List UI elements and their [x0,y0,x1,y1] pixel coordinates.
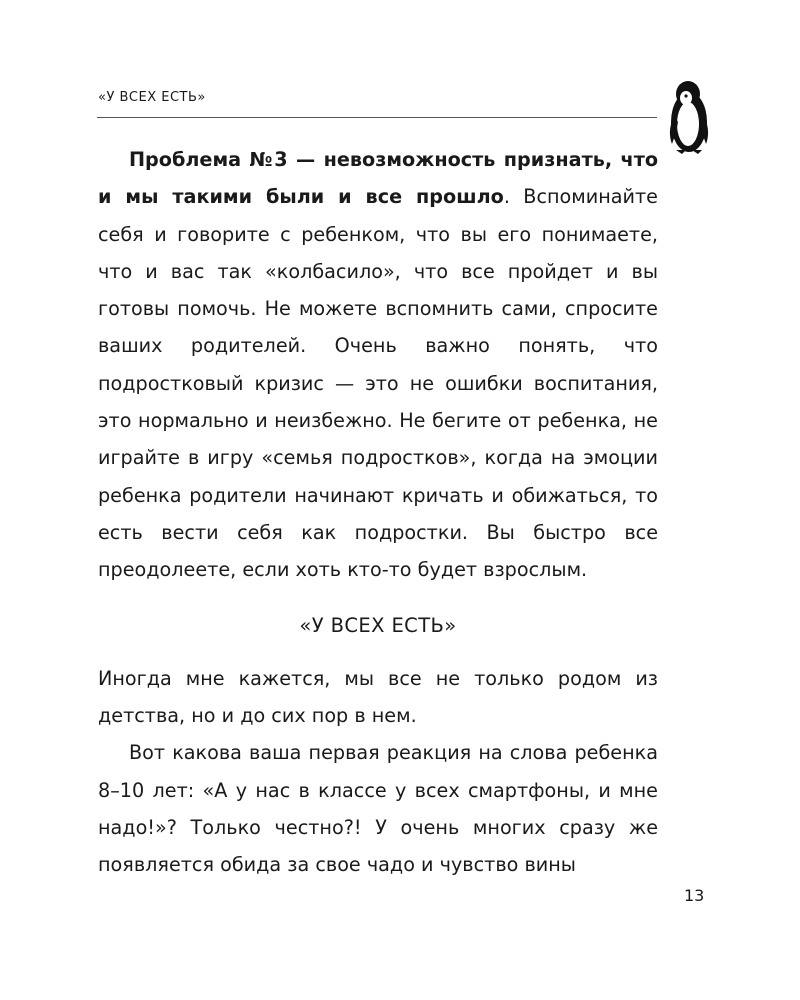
section-title: «У ВСЕХ ЕСТЬ» [299,613,457,637]
paragraph-childhood: Иногда мне кажется, мы все не только родом из детства, но и до сих пор в нем. [98,666,658,728]
paragraph-problem-3 [98,141,658,589]
page-number: 13 [684,886,705,905]
paragraph-text: . Вспоминайте себя и говорите с ребенком, что вы его понимаете, что и вас так «колбасило», что все пройдет и вы готовы помочь. Не можете вспомнить сами, спросите ваших родителей. Очень важно понять, что подростковый кризис — это не ошибки воспитания, это нормально и неизбежно. Не бегите от ребенка, не играйте в игру «семья подростков», когда на эмоции ребенка родители начинают кричать и обижаться, то есть вести себя как подростки. Вы быстро все преодолеете, если хоть кто-то будет взрослым. [98,185,658,582]
penguin-icon [664,76,714,156]
problem-heading: Проблема №3 — невозможность признать, что и мы такими были и все прошло [98,148,658,209]
paragraph-reaction: Вот какова ваша первая реакция на слова ребенка 8–10 лет: «А у нас в классе у всех смартфоны, и мне надо!»? Только честно?! У очень многих сразу же появляется обида за свое чадо и чувство вины [98,741,658,877]
header-rule [97,117,657,118]
running-head: «У ВСЕХ ЕСТЬ» [98,90,206,105]
page-body [98,141,658,884]
